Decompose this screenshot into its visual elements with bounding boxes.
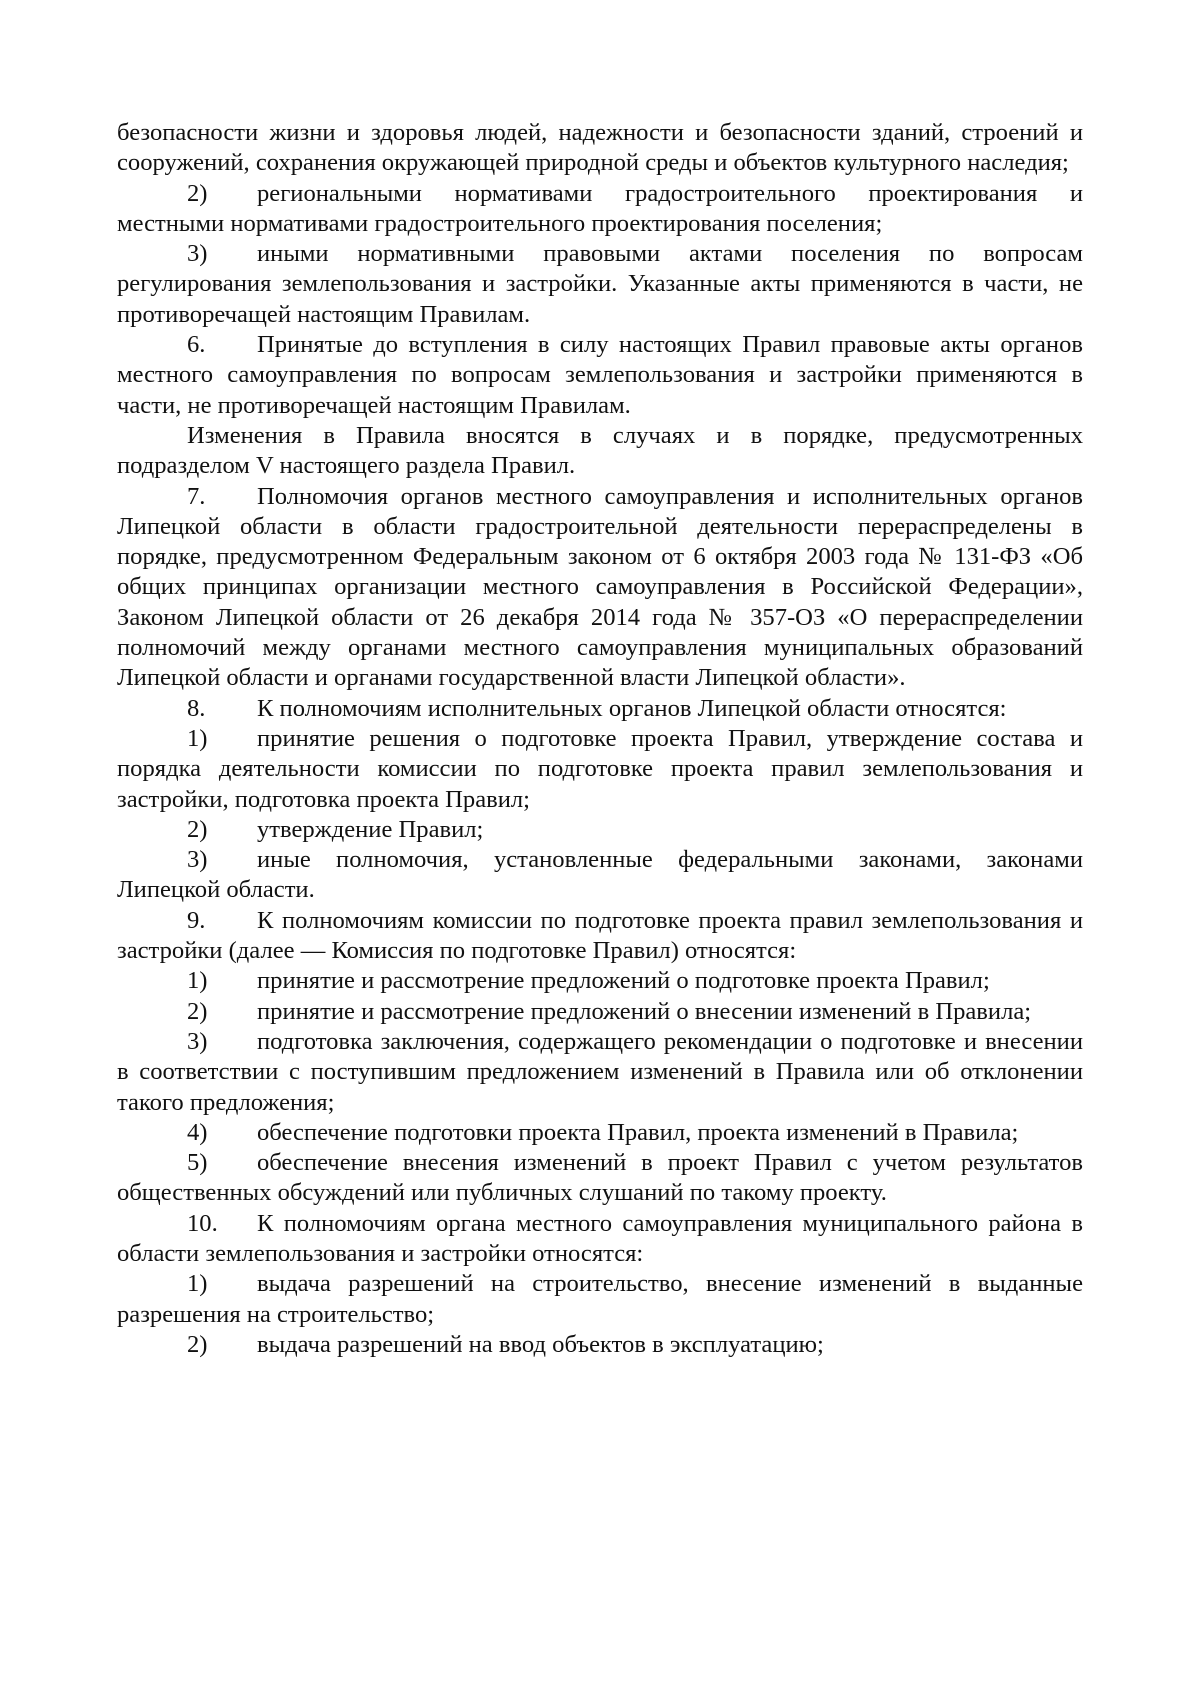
list-item bbox=[117, 906, 1083, 967]
list-item bbox=[117, 815, 1083, 845]
item-text: выдача разрешений на ввод объектов в эксплуатацию; bbox=[257, 1330, 824, 1358]
list-item bbox=[117, 1027, 1083, 1118]
item-number: 3) bbox=[187, 846, 208, 874]
list-item bbox=[117, 482, 1083, 694]
item-text: Полномочия органов местного самоуправления и исполнительных органов Липецкой области в области градостроительной деятельности перераспределены в порядке, предусмотренном Федеральным законом от 6 октября 2003 года № 131-ФЗ «Об общих принципах организации местного самоуправления в Российской Федерации», Законом Липецкой области от 26 декабря 2014 года № 357-ОЗ «О перераспределении полномочий между органами местного самоуправления муниципальных образований Липецкой области и органами государственной власти Липецкой области». bbox=[117, 482, 1083, 692]
document-page bbox=[117, 118, 1083, 1360]
item-number: 8. bbox=[187, 694, 206, 722]
item-text: принятие решения о подготовке проекта Правил, утверждение состава и порядка деятельности комиссии по подготовке проекта правил землепользования и застройки, подготовка проекта Правил; bbox=[117, 724, 1083, 813]
item-number: 6. bbox=[187, 331, 206, 359]
item-text: выдача разрешений на строительство, внесение изменений в выданные разрешения на строительство; bbox=[117, 1270, 1083, 1328]
item-text: К полномочиям комиссии по подготовке проекта правил землепользования и застройки (далее — Комиссия по подготовке Правил) относятся: bbox=[117, 906, 1083, 965]
item-number: 2) bbox=[187, 179, 208, 207]
item-text: региональными нормативами градостроительного проектирования и местными нормативами градостроительного проектирования поселения; bbox=[117, 179, 1083, 237]
paragraph-continuation: безопасности жизни и здоровья людей, надежности и безопасности зданий, строений и сооружений, сохранения окружающей природной среды и объектов культурного наследия; bbox=[117, 119, 1083, 177]
list-item bbox=[117, 1148, 1083, 1209]
item-text: К полномочиям исполнительных органов Липецкой области относятся: bbox=[257, 694, 1007, 722]
list-item bbox=[117, 1118, 1083, 1148]
item-number: 9. bbox=[187, 906, 206, 934]
list-item bbox=[117, 997, 1083, 1027]
list-item bbox=[117, 724, 1083, 815]
item-text: обеспечение подготовки проекта Правил, проекта изменений в Правила; bbox=[257, 1118, 1019, 1146]
item-text: Принятые до вступления в силу настоящих Правил правовые акты органов местного самоуправления по вопросам землепользования и застройки применяются в части, не противоречащей настоящим Правилам. bbox=[117, 331, 1083, 419]
list-item bbox=[117, 239, 1083, 330]
list-item bbox=[117, 179, 1083, 240]
paragraph-indented: Изменения в Правила вносятся в случаях и в порядке, предусмотренных подразделом V настоящего раздела Правил. bbox=[117, 421, 1083, 480]
list-item bbox=[117, 1269, 1083, 1330]
item-text: подготовка заключения, содержащего рекомендации о подготовке и внесении в соответствии с поступившим предложением изменений в Правила или об отклонении такого предложения; bbox=[117, 1027, 1083, 1116]
item-number: 4) bbox=[187, 1118, 208, 1146]
item-text: К полномочиям органа местного самоуправления муниципального района в области землепользования и застройки относятся: bbox=[117, 1209, 1083, 1267]
item-number: 7. bbox=[187, 482, 206, 510]
list-item bbox=[117, 694, 1083, 724]
list-item bbox=[117, 330, 1083, 421]
list-item bbox=[117, 1330, 1083, 1360]
item-number: 10. bbox=[187, 1209, 218, 1237]
item-text: принятие и рассмотрение предложений о внесении изменений в Правила; bbox=[257, 997, 1032, 1025]
item-number: 1) bbox=[187, 1270, 208, 1298]
item-number: 3) bbox=[187, 1027, 208, 1055]
item-text: иными нормативными правовыми актами поселения по вопросам регулирования землепользования и застройки. Указанные акты применяются в части, не противоречащей настоящим Правилам. bbox=[117, 240, 1083, 328]
item-number: 1) bbox=[187, 967, 208, 995]
item-number: 2) bbox=[187, 815, 208, 843]
item-text: принятие и рассмотрение предложений о подготовке проекта Правил; bbox=[257, 967, 990, 995]
item-number: 5) bbox=[187, 1149, 208, 1177]
item-number: 1) bbox=[187, 724, 208, 752]
item-text: утверждение Правил; bbox=[257, 815, 484, 843]
item-text: иные полномочия, установленные федеральными законами, законами Липецкой области. bbox=[117, 846, 1083, 904]
item-number: 3) bbox=[187, 240, 208, 268]
item-number: 2) bbox=[187, 1330, 208, 1358]
list-item bbox=[117, 845, 1083, 906]
list-item bbox=[117, 1209, 1083, 1270]
list-item bbox=[117, 966, 1083, 996]
item-number: 2) bbox=[187, 997, 208, 1025]
item-text: обеспечение внесения изменений в проект Правил с учетом результатов общественных обсуждений или публичных слушаний по такому проекту. bbox=[117, 1149, 1083, 1207]
